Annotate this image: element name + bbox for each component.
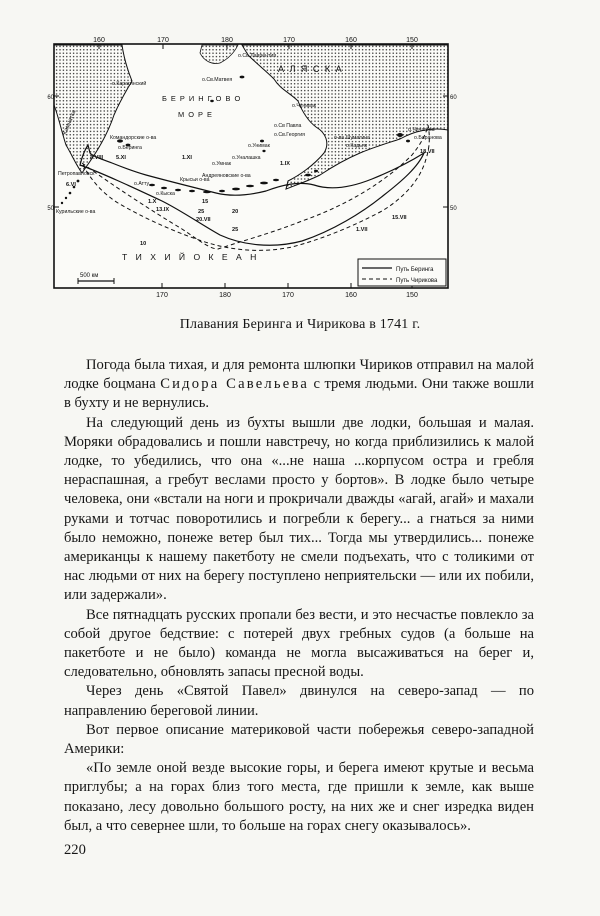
map-label: о.Св Павла — [274, 123, 302, 129]
figure-caption: Плавания Беринга и Чирикова в 1741 г. — [179, 317, 421, 332]
lon-tick: 170 — [157, 37, 169, 44]
lon-tick: 160 — [345, 292, 357, 299]
map-label: о.Кыска — [156, 191, 175, 197]
date-label: 18.VII — [420, 149, 435, 155]
date-label: 20 — [232, 209, 239, 215]
lon-tick: 180 — [221, 37, 233, 44]
paragraph: Вот первое описание материковой части побережья северо-западной Америки: — [64, 721, 534, 758]
map-label: о.Атту — [134, 181, 150, 187]
map-label: Командорские о-ва — [110, 135, 157, 141]
page-number: 220 — [64, 842, 86, 858]
lon-tick: 170 — [283, 37, 295, 44]
lon-tick: 160 — [345, 37, 357, 44]
paragraph: На следующий день из бухты вышли две лодки, большая и малая. Моряки обрадовались и пошли навстречу, но когда приблизились к малой лодке, то убедились, что она «...не наша ...корпусом остра и гребля нераспашная, а гребут веслами просто у бортов». В лодке было четыре человека, они «встали на ноги и прокричали дважды «агай, агай» и махали руками и тотчас поворотились и погребли к берегу... а гнаться за ними было неможно, понеже ветер был тих... Тогда мы утвердились... понеже американцы к нашему пакетботу не смели подъехать, что с толикими от нас людьми от них на берегу поступлено неприятельски — или их побили, или задержали». — [64, 414, 534, 604]
paragraph-text: Погода была тихая, и для ремонта шлюпки Чириков отправил на малой лодке боцмана — [64, 357, 534, 393]
map-label: о.Уналашка — [232, 155, 261, 161]
map-label: о.Беринга — [118, 145, 142, 151]
date-label: 1.IX — [280, 161, 290, 167]
scale-label: 500 км — [80, 273, 99, 279]
lon-tick: 150 — [406, 37, 418, 44]
paragraph-text: с тремя людьми. Они также вошли в бухту и не вернулись. — [64, 376, 534, 412]
date-label: 15 — [202, 199, 209, 205]
map-label: Крысьи о-ва — [180, 177, 210, 183]
body-text — [64, 356, 534, 836]
map-label: о.Кадьяк — [346, 143, 368, 149]
date-label: 1.XI — [182, 155, 192, 161]
map-label: Б Е Р И Н Г О В О — [162, 94, 242, 103]
lat-tick: 50 — [450, 206, 457, 212]
paragraph: Через день «Святой Павел» двинулся на северо-запад — по направлению береговой линии. — [64, 683, 534, 719]
map-label: А Л Я С К А — [278, 64, 344, 74]
quote-paragraph: «По земле оной везде высокие горы, и берега имеют крутые и весьма приглубы; а на горах близ того места, где пришли к земле, как выше показано, лесу довольно большого росту, на них же и снег изредка виден был, а что севернее шли, то больше на горах снегу оказывалось». — [64, 760, 534, 834]
date-label: 25 — [198, 209, 205, 215]
date-label: 6.VI — [66, 182, 76, 188]
map-label: Камчатка — [62, 109, 78, 136]
paragraph — [64, 356, 534, 414]
legend-chirikov: Путь Чирикова — [396, 278, 438, 284]
map-label: о.Карагинский — [112, 81, 147, 87]
date-label: 5.XI — [116, 155, 126, 161]
map-label: о.Умнак — [212, 161, 231, 167]
date-label: 1.VII — [356, 227, 368, 233]
date-label: 4.VIII — [90, 155, 104, 161]
bering-chirikov-map — [47, 35, 457, 299]
map-label: М О Р Е — [178, 110, 213, 119]
map-label: о.Унимак — [248, 143, 270, 149]
lon-tick: 170 — [282, 292, 294, 299]
map-label: о-ва Шумагина — [334, 135, 370, 141]
map-legend — [358, 259, 446, 286]
lat-tick: 50 — [47, 206, 54, 212]
date-label: 20.VII — [196, 217, 211, 223]
map-label: о.Чунивак — [292, 103, 316, 109]
map-label: о.Св.Георгия — [274, 132, 305, 138]
lon-tick: 170 — [156, 292, 168, 299]
lon-tick: 160 — [93, 37, 105, 44]
lon-tick: 150 — [406, 292, 418, 299]
map-label: Т И Х И Й О К Е А Н — [122, 252, 260, 262]
legend-bering: Путь Беринга — [396, 267, 434, 273]
map-label: о.Св.Лаврентия — [238, 53, 277, 59]
map-label: Андреяновские о-ва — [202, 173, 251, 179]
map-label: Курильские о-ва — [56, 209, 96, 215]
person-name: Сидора Савельева — [160, 376, 310, 393]
paragraph: Все пятнадцать русских пропали без вести, и это несчастье повлекло за собой другое бедствие: с потерей двух гребных судов (а больше на пакетботе и не было) команда не могла высаживаться на берег и, следовательно, обновлять запасы пресной воды. — [64, 606, 534, 681]
lat-tick: 60 — [47, 95, 54, 101]
date-label: 13.IX — [156, 207, 170, 213]
date-label: 1.X — [148, 199, 157, 205]
date-label: 10 — [140, 241, 147, 247]
map-label: о.Чичагова — [408, 127, 435, 133]
map-figure — [47, 35, 457, 299]
map-label: Петропавловск — [58, 171, 95, 177]
map-label: о.Св.Матвея — [202, 77, 233, 83]
date-label: 15.VII — [392, 215, 407, 221]
map-label: о.Баранова — [414, 135, 442, 141]
lat-tick: 60 — [450, 95, 457, 101]
lon-tick: 180 — [219, 292, 231, 299]
date-label: 25 — [232, 227, 239, 233]
